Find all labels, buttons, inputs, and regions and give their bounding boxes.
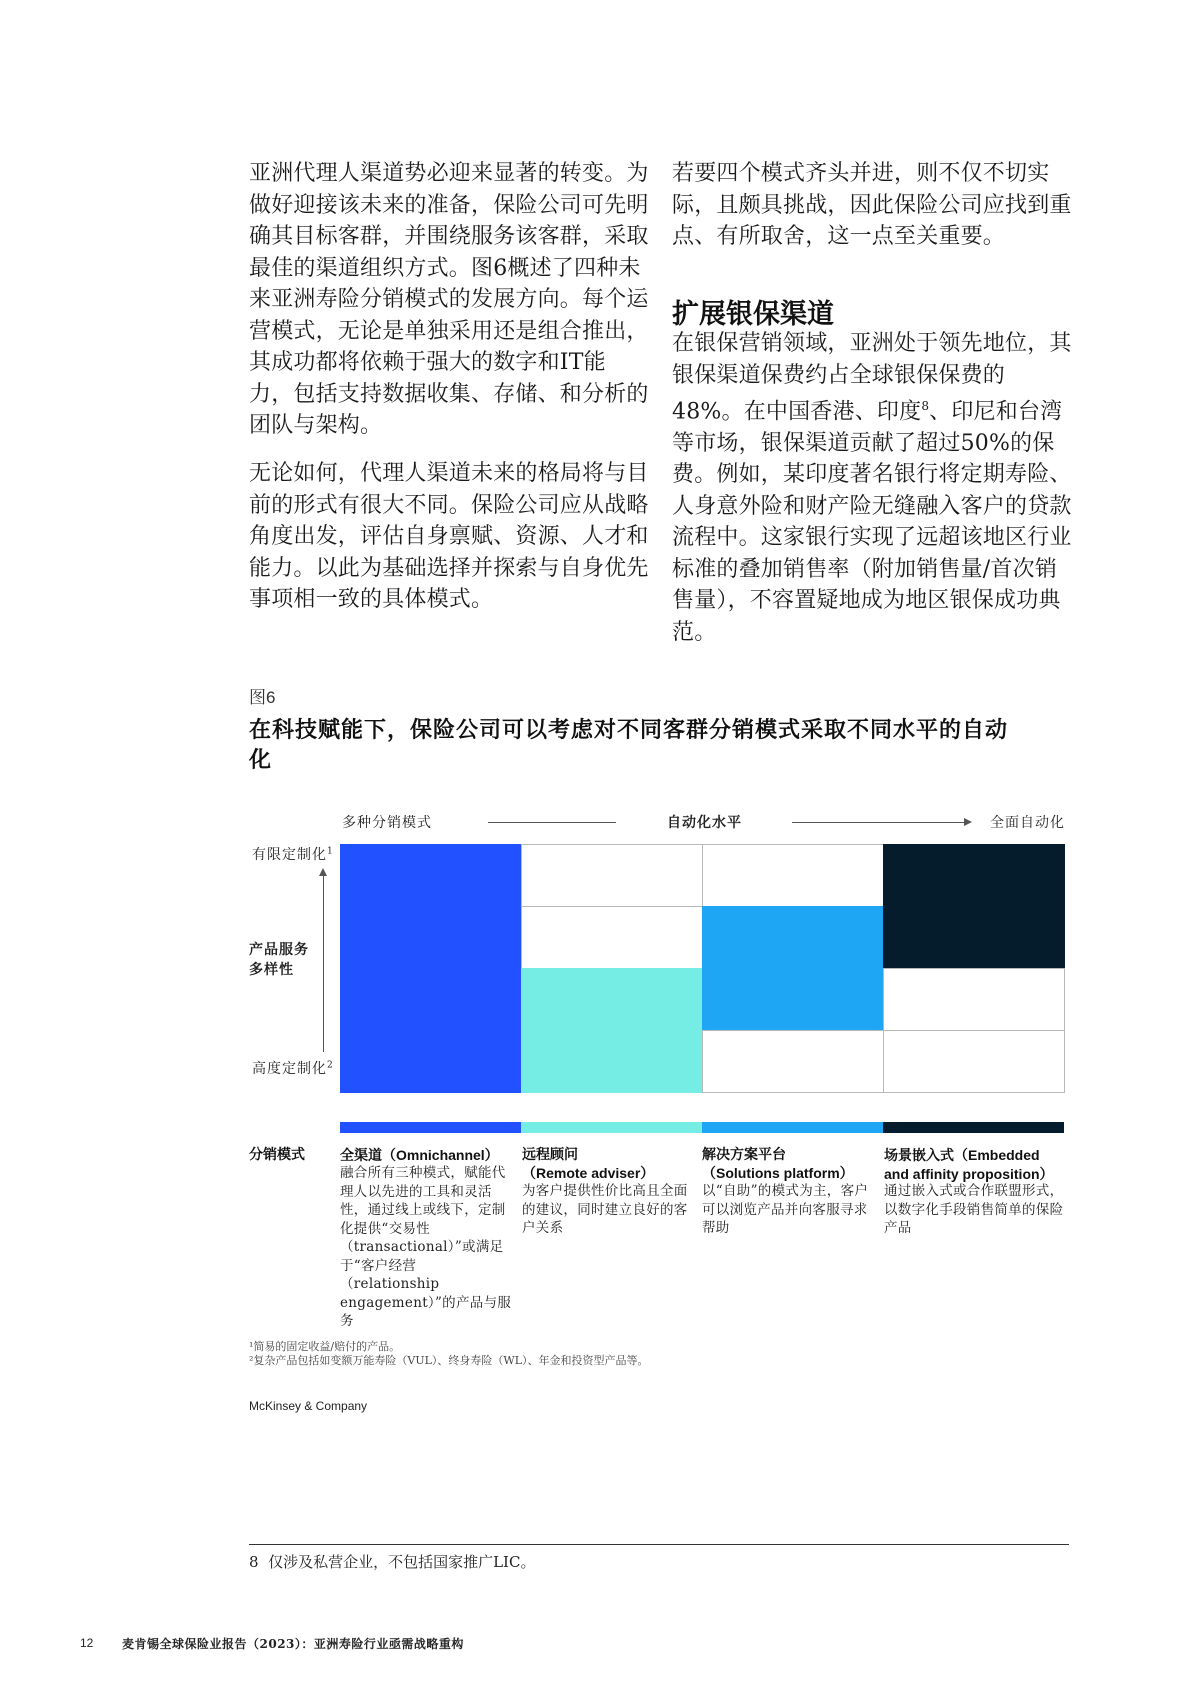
section-heading: 扩展银保渠道: [672, 299, 834, 330]
footer-title: 麦肯锡全球保险业报告（2023）：亚洲寿险行业亟需战略重构: [122, 1637, 464, 1651]
model-bar-platform: [702, 1122, 883, 1133]
model-desc-omnichannel: 融合所有三种模式，赋能代理人以先进的工具和灵活性，通过线上或线下，定制化提供“交易性（transactional）”或满足于“客户经营（relationship engagement）”的产品与服务: [340, 1165, 512, 1329]
matrix-cell-r3-c1-omnichannel: [340, 968, 522, 1031]
model-title-omnichannel: [340, 1146, 512, 1165]
axis-left-top-label: [252, 844, 334, 864]
matrix-cell-r2-c4-embedded: [883, 906, 1065, 969]
model-name-cn: 场景嵌入式: [884, 1148, 954, 1164]
matrix-cell-r2-c3-platform: [702, 906, 884, 969]
axis-left-middle-line2: 多样性: [249, 962, 294, 978]
axis-left-middle-label: [249, 940, 309, 980]
axis-left-line: [323, 876, 324, 1052]
model-bar-remote: [521, 1122, 702, 1133]
matrix-cell-r3-c2-remote: [521, 968, 703, 1031]
model-title-remote: [522, 1146, 692, 1182]
axis-left-arrow-icon: [319, 868, 327, 876]
matrix-cell-r1-c2-empty: [521, 844, 703, 907]
model-desc-remote: 为客户提供性价比高且全面的建议，同时建立良好的客户关系: [522, 1183, 688, 1236]
axis-top-arrow-line: [792, 822, 964, 823]
model-title-platform: [702, 1146, 874, 1182]
matrix-cell-r1-c4-embedded: [883, 844, 1065, 907]
axis-top-left-label: 多种分销模式: [342, 815, 432, 831]
matrix-cell-r4-c4-empty: [883, 1030, 1065, 1093]
axis-top-line-left: [488, 822, 616, 823]
right-paragraph-2-part-b: 、印尼和台湾等市场，银保渠道贡献了超过50%的保费。例如，某印度著名银行将定期寿险、人身意外险和财产险无缝融入客户的贷款流程中。这家银行实现了远超该地区行业标准的叠加销售率（附加销售量/首次销售量），不容置疑地成为地区银保成功典范。: [672, 399, 1072, 645]
matrix-cell-r3-c3-platform: [702, 968, 884, 1031]
model-name-en: （Embedded and affinity proposition）: [884, 1147, 1054, 1182]
page-number: 12: [80, 1636, 94, 1650]
matrix-cell-r2-c2-empty: [521, 906, 703, 969]
matrix-cell-r1-c3-empty: [702, 844, 884, 907]
matrix-cell-r4-c3-empty: [702, 1030, 884, 1093]
figure-label: 图6: [249, 688, 276, 707]
figure-source: McKinsey & Company: [249, 1399, 368, 1413]
figure-title: 在科技赋能下，保险公司可以考虑对不同客群分销模式采取不同水平的自动化: [249, 717, 1009, 773]
model-name-en: （Solutions platform）: [702, 1165, 854, 1181]
axis-left-bottom-label: [252, 1058, 334, 1078]
footnote-divider: [249, 1544, 1069, 1545]
figure-footnote-2: ²复杂产品包括如变额万能寿险（VUL）、终身寿险（WL）、年金和投资型产品等。: [249, 1354, 649, 1367]
axis-left-top-sup: 1: [327, 846, 334, 857]
right-paragraph-2: [672, 328, 1072, 648]
distribution-model-row-label: 分销模式: [249, 1147, 305, 1163]
model-title-embedded: [884, 1146, 1064, 1184]
left-paragraph-1: 亚洲代理人渠道势必迎来显著的转变。为做好迎接该未来的准备，保险公司可先明确其目标客群，并围绕服务该客群，采取最佳的渠道组织方式。图6概述了四种未来亚洲寿险分销模式的发展方向。每个运营模式，无论是单独采用还是组合推出，其成功都将依赖于强大的数字和IT能力，包括支持数据收集、存储、和分析的团队与架构。: [249, 161, 649, 438]
axis-top-center-label: 自动化水平: [667, 815, 742, 831]
model-name-en: （Omnichannel）: [382, 1147, 499, 1163]
axis-left-bottom-text: 高度定制化: [252, 1061, 327, 1077]
axis-left-middle-line1: 产品服务: [249, 942, 309, 958]
axis-top-right-label: 全面自动化: [990, 815, 1065, 831]
left-paragraph-2: 无论如何，代理人渠道未来的格局将与目前的形式有很大不同。保险公司应从战略角度出发，评估自身禀赋、资源、人才和能力。以此为基础选择并探索与自身优先事项相一致的具体模式。: [249, 461, 649, 612]
footnote-ref-8[interactable]: 8: [921, 399, 930, 413]
model-name-cn: 全渠道: [340, 1148, 382, 1164]
model-name-en: （Remote adviser）: [522, 1165, 655, 1181]
right-paragraph-2-part-a: 在银保营销领域，亚洲处于领先地位，其银保渠道保费约占全球银保保费的48%。在中国香港、印度: [672, 331, 1072, 425]
model-desc-platform: 以“自助”的模式为主，客户可以浏览产品并向客服寻求帮助: [702, 1183, 869, 1236]
matrix-cell-r2-c1-omnichannel: [340, 906, 522, 969]
model-name-cn: 解决方案平台: [702, 1147, 786, 1163]
model-name-cn: 远程顾问: [522, 1147, 578, 1163]
matrix-grid: [340, 844, 1064, 1092]
model-bar-omnichannel: [340, 1122, 521, 1133]
model-bar-embedded: [883, 1122, 1064, 1133]
axis-left-top-text: 有限定制化: [252, 847, 327, 863]
figure-footnotes: [249, 1340, 1069, 1368]
right-paragraph-1: 若要四个模式齐头并进，则不仅不切实际，且颇具挑战，因此保险公司应找到重点、有所取舍，这一点至关重要。: [672, 161, 1072, 249]
axis-top-arrow-icon: [964, 818, 972, 826]
matrix-cell-r3-c4-empty: [883, 968, 1065, 1031]
matrix-cell-r1-c1-omnichannel: [340, 844, 522, 907]
figure-footnote-1: ¹简易的固定收益/赔付的产品。: [249, 1340, 401, 1353]
axis-left-bottom-sup: 2: [327, 1060, 334, 1071]
page-footnote: 8 仅涉及私营企业，不包括国家推广LIC。: [249, 1553, 536, 1571]
matrix-cell-r4-c2-remote: [521, 1030, 703, 1093]
model-desc-embedded: 通过嵌入式或合作联盟形式，以数字化手段销售简单的保险产品: [884, 1183, 1064, 1236]
matrix-cell-r4-c1-omnichannel: [340, 1030, 522, 1093]
